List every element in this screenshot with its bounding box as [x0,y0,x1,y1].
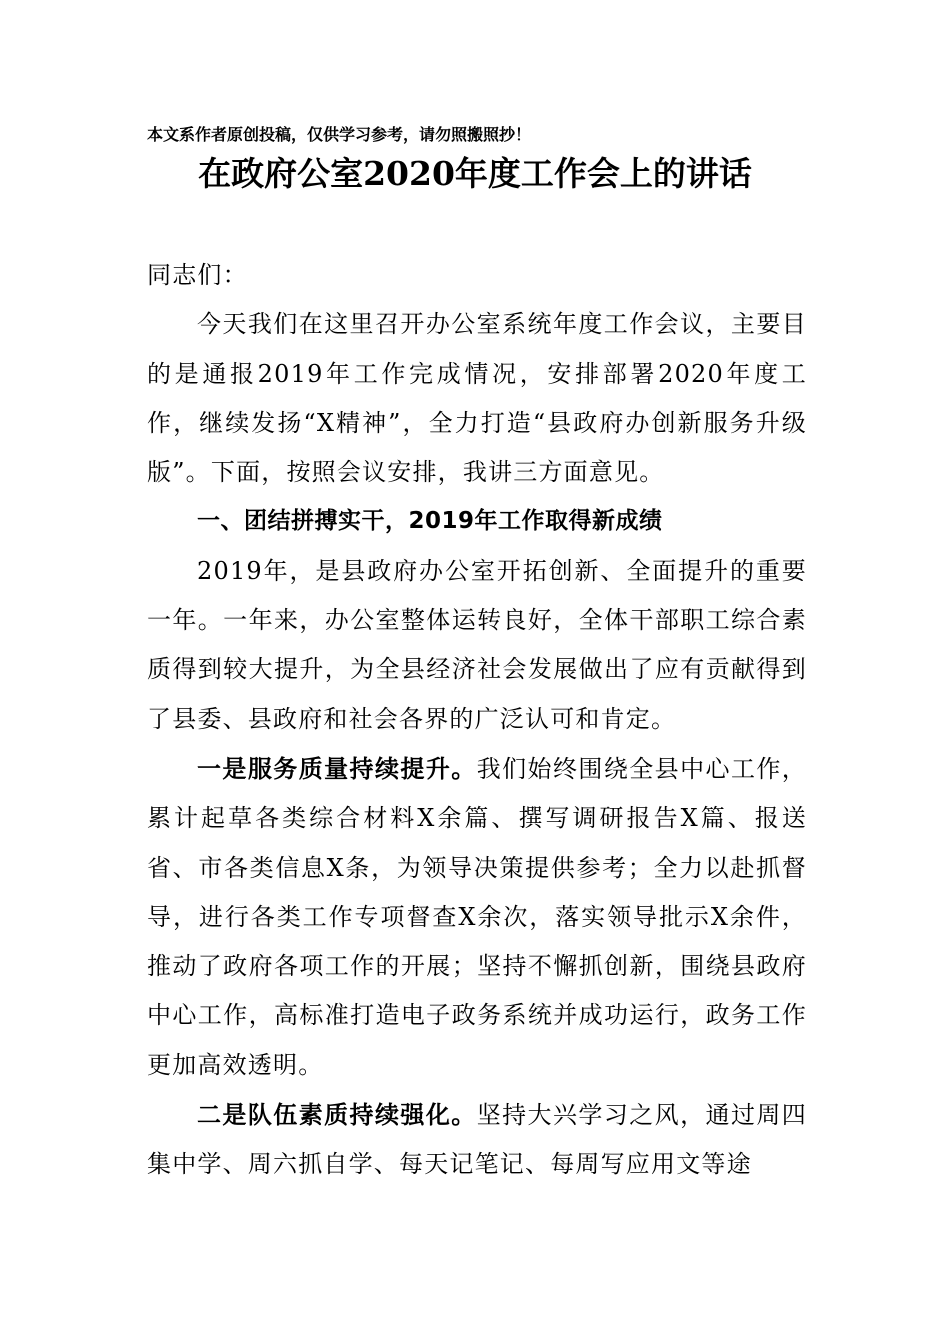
point-paragraph-2 [147,1090,807,1190]
point-lead-1: 一是服务质量持续提升。 [197,753,477,783]
point-lead-2: 二是队伍素质持续强化。 [197,1100,477,1130]
point-text-2: 坚持大兴学习之风，通过周四集中学、周六抓自学、每天记笔记、每周写应用文等途 [147,1101,807,1179]
document-title: 在政府公室2020年度工作会上的讲话 [198,154,752,193]
document-body [147,251,807,1190]
point-paragraph-1 [147,744,807,1090]
section-heading: 一、团结拼搏实干，2019年工作取得新成绩 [197,508,663,535]
salutation: 同志们： [147,261,248,289]
copyright-notice: 本文系作者原创投稿，仅供学习参考，请勿照搬照抄！ [147,125,532,144]
section-summary-paragraph: 2019年，是县政府办公室开拓创新、全面提升的重要一年。一年来，办公室整体运转良好，全体干部职工综合素质得到较大提升，为全县经济社会发展做出了应有贡献得到了县委、县政府和社会各界的广泛认可和肯定。 [147,556,807,733]
point-text-1: 我们始终围绕全县中心工作，累计起草各类综合材料X余篇、撰写调研报告X篇、报送省、市各类信息X条，为领导决策提供参考；全力以赴抓督导，进行各类工作专项督查X余次，落实领导批示X余件，推动了政府各项工作的开展；坚持不懈抓创新，围绕县政府中心工作，高标准打造电子政务系统并成功运行，政务工作更加高效透明。 [147,754,807,1079]
intro-paragraph: 今天我们在这里召开办公室系统年度工作会议，主要目的是通报2019年工作完成情况，安排部署2020年度工作，继续发扬“X精神”，全力打造“县政府办创新服务升级版”。下面，按照会议安排，我讲三方面意见。 [147,310,807,487]
